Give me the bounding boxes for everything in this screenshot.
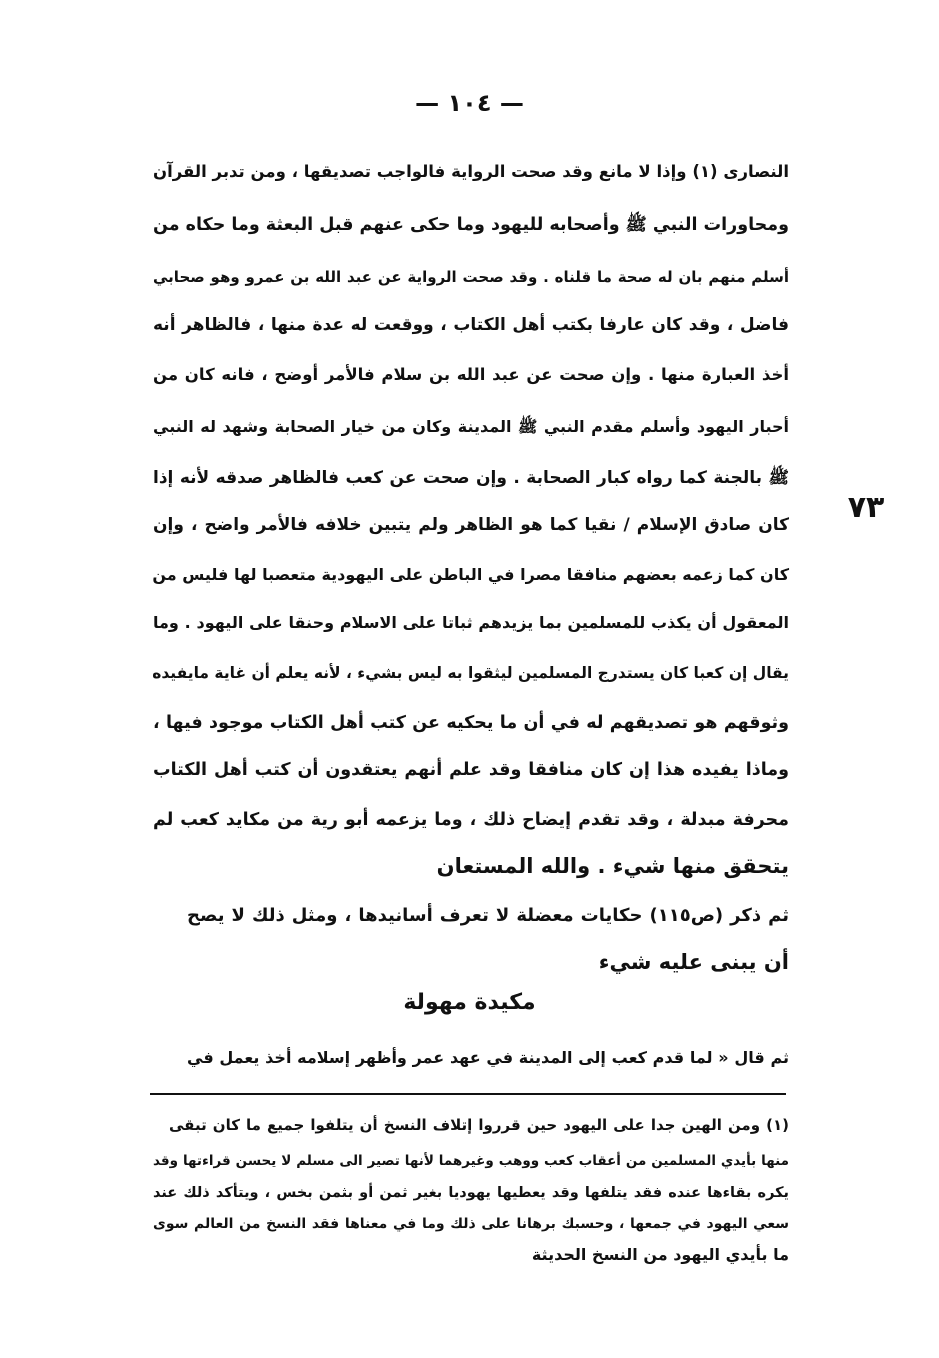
text-line: كان كما زعمه بعضهم منافقا مصرا في الباطن على اليهودية متعصبا لها فليس من	[152, 565, 789, 584]
text-line: وثوقهم هو تصديقهم له في أن ما يحكيه عن كتب أهل الكتاب موجود فيها ،	[153, 713, 789, 733]
margin-number: ٧٣	[847, 490, 885, 525]
text-line: محرفة مبدلة ، وقد تقدم إيضاح ذلك ، وما يزعمه أبو رية من مكايد كعب لم	[153, 810, 789, 830]
footnote-line: يكره بقاءها عنده فقد يتلفها وقد يعطيها يهوديا بغير ثمن أو بثمن بخس ، ويتأكد ذلك عند	[153, 1185, 789, 1201]
text-line: ثم قال « لما قدم كعب إلى المدينة في عهد عمر وأظهر إسلامه أخذ يعمل في	[187, 1048, 789, 1067]
text-line: النصارى (١) وإذا لا مانع وقد صحت الرواية فالواجب تصديقها ، ومن تدبر القرآن	[153, 162, 790, 181]
text-line: وماذا يفيده هذا إن كان منافقا وقد علم أنهم يعتقدون أن كتب أهل الكتاب	[153, 760, 789, 780]
text-line: ثم ذكر (ص١١٥) حكايات معضلة لا تعرف أسانيدها ، ومثل ذلك لا يصح	[187, 905, 789, 926]
footnote-line: منها بأيدي المسلمين من أعقاب كعب ووهب وغيرهما لأنها تصير الى مسلم لا يحسن قراءتها وقد	[153, 1153, 789, 1169]
text-line: يتحقق منها شيء . والله المستعان	[436, 854, 789, 878]
footnote-line: سعي اليهود في جمعها ، وحسبك برهانا على ذلك وما في معناها فقد النسخ من العالم سوى	[153, 1216, 789, 1232]
page-number: — ١٠٤ —	[415, 89, 524, 117]
text-line: ومحاورات النبي ﷺ وأصحابه لليهود وما حكى عنهم قبل البعثة وما حكاه من	[152, 215, 789, 235]
footnote-line: ما بأيدي اليهود من النسخ الحديثة	[531, 1245, 789, 1264]
text-line: أخذ العبارة منها . وإن صحت عن عبد الله بن سلام فالأمر أوضح ، فانه كان من	[153, 365, 789, 384]
footnote-divider	[150, 1093, 786, 1095]
section-heading: مكيدة مهولة	[403, 990, 536, 1015]
text-line: فاضل ، وقد كان عارفا بكتب أهل الكتاب ، ووقعت له عدة منها ، فالظاهر أنه	[153, 315, 789, 335]
text-line: كان صادق الإسلام / نقيا كما هو الظاهر ولم يتبين خلافه فالأمر واضح ، وإن	[153, 515, 789, 535]
text-line: أسلم منهم بان له صحة ما قلناه . وقد صحت الرواية عن عبد الله بن عمرو وهو صحابي	[153, 268, 789, 286]
text-line: المعقول أن يكذب للمسلمين بما يزيدهم ثباتا على الاسلام وحنقا على اليهود . وما	[153, 613, 789, 632]
footnote-line: (١) ومن الهين جدا على اليهود حين قرروا إتلاف النسخ أن يتلفوا جميع ما كان تبقى	[169, 1116, 789, 1134]
text-line: أن يبنى عليه شيء	[598, 950, 789, 974]
text-line: ﷺ بالجنة كما رواه كبار الصحابة . وإن صحت عن كعب فالظاهر صدقه لأنه إذا	[153, 468, 789, 488]
text-line: أحبار اليهود وأسلم مقدم النبي ﷺ المدينة وكان من خيار الصحابة وشهد له النبي	[153, 417, 789, 436]
text-line: يقال إن كعبا كان يستدرج المسلمين ليثقوا به ليس بشيء ، لأنه يعلم أن غاية مايفيده	[152, 664, 789, 682]
